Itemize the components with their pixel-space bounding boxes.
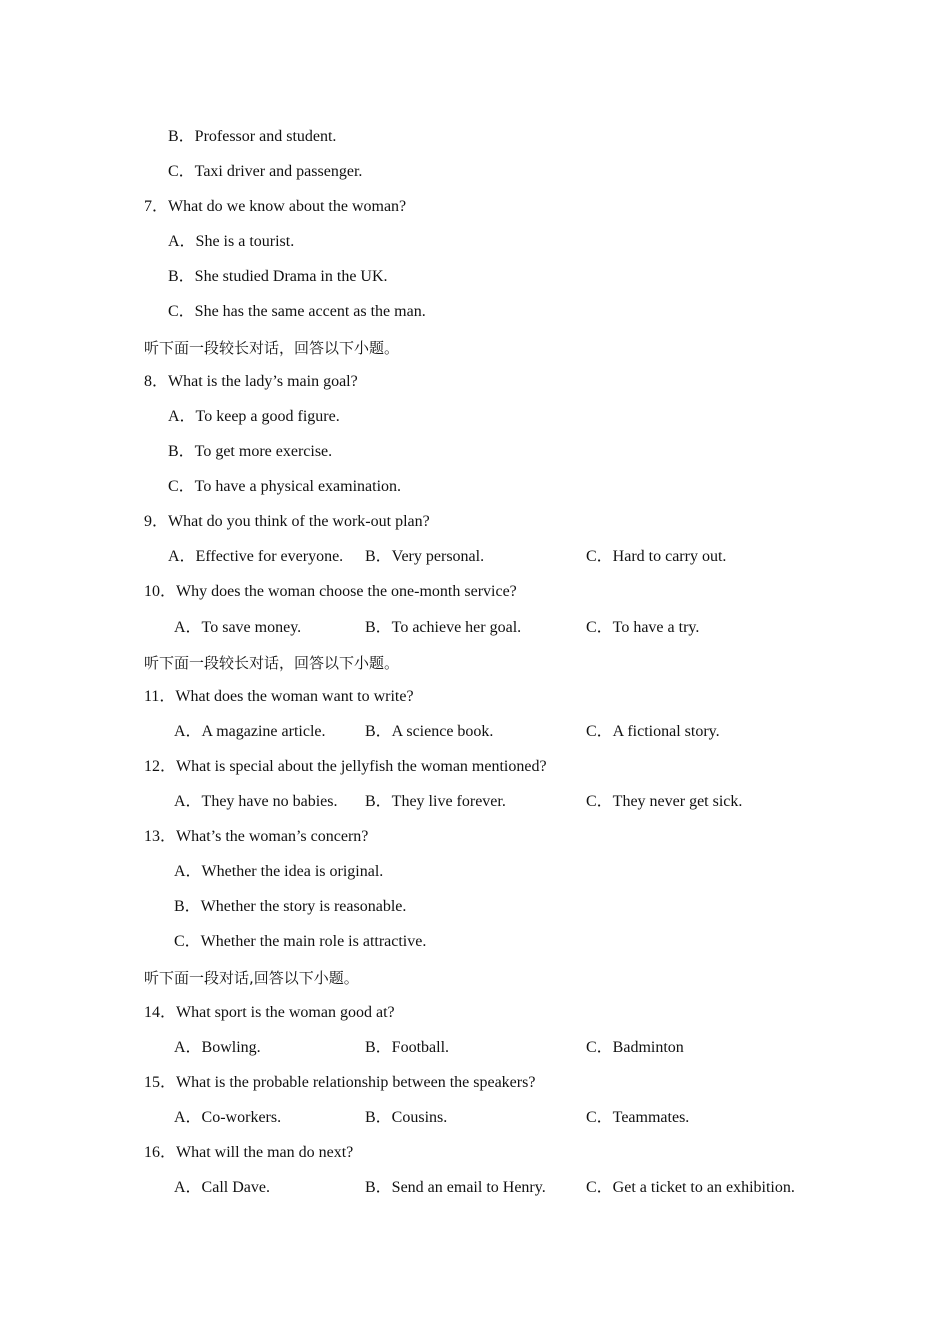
q15-option-b: B．Cousins. (365, 1109, 448, 1126)
q9-option-b: B．Very personal. (365, 548, 485, 565)
q10-question: 10．Why does the woman choose the one-month service? (144, 583, 517, 600)
q15-option-a: A．Co-workers. (174, 1109, 282, 1126)
q13-option-c: C．Whether the main role is attractive. (174, 933, 427, 950)
q13-option-b: B．Whether the story is reasonable. (174, 898, 407, 915)
q11-question: 11．What does the woman want to write? (144, 688, 414, 705)
q6-option-c: C．Taxi driver and passenger. (168, 163, 363, 180)
q7-question: 7．What do we know about the woman? (144, 198, 407, 215)
q9-question: 9．What do you think of the work-out plan? (144, 513, 430, 530)
q11-option-c: C．A fictional story. (586, 723, 720, 740)
q16-question: 16．What will the man do next? (144, 1144, 354, 1161)
q15-question: 15．What is the probable relationship between the speakers? (144, 1074, 536, 1091)
q6-option-b: B．Professor and student. (168, 128, 337, 145)
q12-option-c: C．They never get sick. (586, 793, 743, 810)
q12-option-b: B．They live forever. (365, 793, 506, 810)
q7-option-b: B．She studied Drama in the UK. (168, 268, 388, 285)
q11-option-b: B．A science book. (365, 723, 494, 740)
q14-question: 14．What sport is the woman good at? (144, 1004, 395, 1021)
section-instruction-2: 听下面一段较长对话，回答以下小题。 (144, 654, 400, 672)
q10-option-b: B．To achieve her goal. (365, 619, 522, 636)
q10-option-c: C．To have a try. (586, 619, 700, 636)
q12-option-a: A．They have no babies. (174, 793, 338, 810)
q7-option-a: A．She is a tourist. (168, 233, 295, 250)
q13-question: 13．What’s the woman’s concern? (144, 828, 369, 845)
q16-option-b: B．Send an email to Henry. (365, 1179, 546, 1196)
q14-option-c: C．Badminton (586, 1039, 684, 1056)
q12-question: 12．What is special about the jellyfish the woman mentioned? (144, 758, 547, 775)
q11-option-a: A．A magazine article. (174, 723, 326, 740)
q10-option-a: A．To save money. (174, 619, 302, 636)
q8-option-c: C．To have a physical examination. (168, 478, 402, 495)
q9-option-a: A．Effective for everyone. (168, 548, 344, 565)
section-instruction-3: 听下面一段对话,回答以下小题。 (144, 969, 359, 987)
q14-option-a: A．Bowling. (174, 1039, 261, 1056)
q13-option-a: A．Whether the idea is original. (174, 863, 384, 880)
q8-option-b: B．To get more exercise. (168, 443, 333, 460)
q8-question: 8．What is the lady’s main goal? (144, 373, 358, 390)
q8-option-a: A．To keep a good figure. (168, 408, 340, 425)
q16-option-a: A．Call Dave. (174, 1179, 270, 1196)
q7-option-c: C．She has the same accent as the man. (168, 303, 426, 320)
q16-option-c: C．Get a ticket to an exhibition. (586, 1179, 795, 1196)
q15-option-c: C．Teammates. (586, 1109, 690, 1126)
q14-option-b: B．Football. (365, 1039, 450, 1056)
q9-option-c: C．Hard to carry out. (586, 548, 727, 565)
section-instruction-1: 听下面一段较长对话，回答以下小题。 (144, 339, 400, 357)
